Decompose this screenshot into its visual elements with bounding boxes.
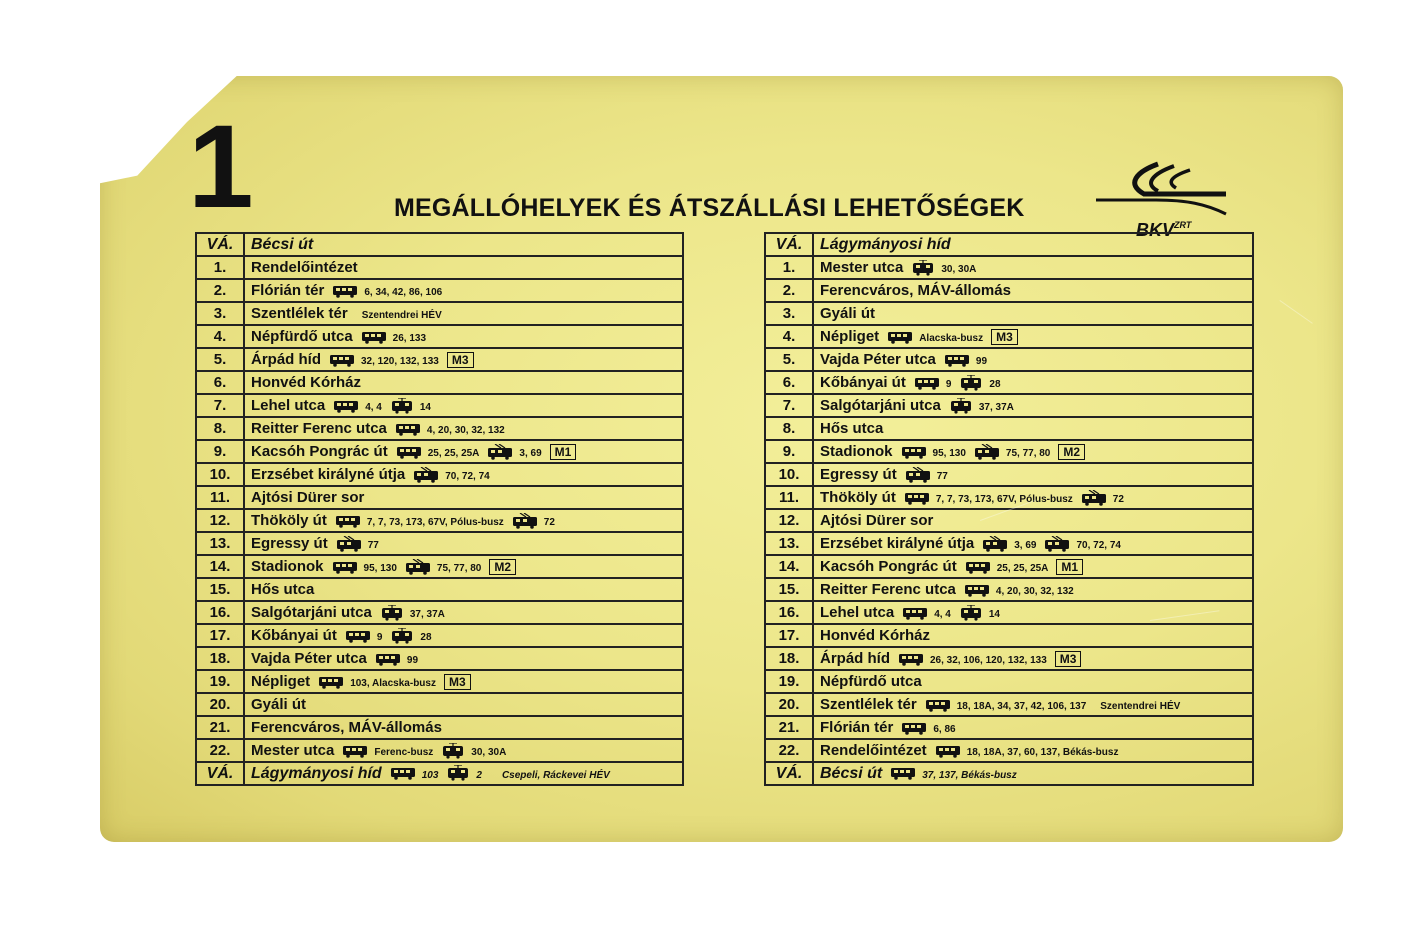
troll-lines: 77: [367, 539, 379, 551]
stop-row: [196, 693, 683, 716]
stop-row: [196, 325, 683, 348]
stop-cell: [244, 509, 683, 532]
stop-number: 9.: [196, 440, 244, 463]
tram-icon: [446, 765, 470, 781]
stop-number: 10.: [765, 463, 813, 486]
bus-icon: [335, 514, 361, 528]
bus-icon: [964, 583, 990, 597]
tram-lines: 30, 30A: [941, 263, 977, 275]
stop-cell: [244, 486, 683, 509]
stop-number: 12.: [196, 509, 244, 532]
bus-icon: [944, 353, 970, 367]
stop-name: Népliget: [251, 672, 311, 690]
stop-cell: [244, 463, 683, 486]
stop-row: [196, 371, 683, 394]
stop-cell: [813, 486, 1253, 509]
stop-cell: [813, 440, 1253, 463]
stop-name: Flórián tér: [820, 719, 894, 736]
stop-cell: [813, 509, 1253, 532]
stop-number: 15.: [765, 578, 813, 601]
stop-cell: [244, 601, 683, 624]
stop-number: 12.: [765, 509, 813, 532]
stop-cell: [813, 647, 1253, 670]
metro-badge: M2: [489, 559, 516, 575]
stop-cell: [813, 417, 1253, 440]
metro-badge: M3: [991, 329, 1018, 345]
stop-number: 9.: [765, 440, 813, 463]
stop-cell: [244, 302, 683, 325]
metro-badge: M3: [447, 352, 474, 368]
stop-row: [765, 739, 1253, 762]
trolleybus-icon: [487, 444, 513, 460]
bus-icon: [333, 399, 359, 413]
metro-badge: M1: [550, 444, 577, 460]
bus-lines: 6, 34, 42, 86, 106: [364, 287, 443, 298]
stop-cell: [244, 325, 683, 348]
bus-lines: 25, 25, 25A: [427, 447, 480, 459]
stop-row: [765, 325, 1253, 348]
stop-name: Flórián tér: [251, 282, 325, 299]
bus-icon: [332, 284, 358, 298]
stop-number: 13.: [196, 532, 244, 555]
tram-lines: 14: [419, 401, 431, 413]
stop-row: [196, 486, 683, 509]
stop-number: 5.: [765, 348, 813, 371]
stop-number: 3.: [765, 302, 813, 325]
stop-cell: [244, 440, 683, 463]
stop-cell: [813, 601, 1253, 624]
bus-lines: 99: [406, 655, 419, 666]
sign-title: MEGÁLLÓHELYEK ÉS ÁTSZÁLLÁSI LEHETŐSÉGEK: [394, 194, 1025, 222]
stop-row: [196, 670, 683, 693]
stop-number: 13.: [765, 532, 813, 555]
trolleybus-icon: [336, 536, 362, 552]
stop-number: 1.: [765, 256, 813, 279]
tram-lines: 2: [476, 769, 482, 781]
stop-row: [196, 509, 683, 532]
stop-number: 17.: [196, 624, 244, 647]
stop-row: [765, 578, 1253, 601]
bus-icon: [342, 744, 368, 758]
stop-name: Szentlélek tér: [251, 305, 348, 322]
footer-cell: [244, 762, 683, 785]
stop-cell: [244, 394, 683, 417]
stop-row: [196, 440, 683, 463]
bus-icon: [329, 353, 355, 367]
stop-name: Salgótarjáni utca: [820, 396, 941, 414]
route-number: 1: [188, 101, 254, 233]
stop-number: 2.: [196, 279, 244, 302]
trolleybus-icon: [413, 467, 439, 483]
stop-number: 8.: [196, 417, 244, 440]
stop-cell: [244, 693, 683, 716]
bus-icon: [965, 560, 991, 574]
stop-cell: [244, 670, 683, 693]
header-terminus: Bécsi út: [244, 233, 683, 256]
stop-name: Vajda Péter utca: [820, 351, 936, 368]
logo-suffix: ZRT: [1174, 220, 1192, 230]
stop-name: Egressy út: [251, 534, 328, 552]
stop-name: Kőbányai út: [251, 626, 337, 644]
bus-icon: [901, 721, 927, 735]
stop-name: Ajtósi Dürer sor: [251, 489, 365, 506]
stop-cell: [244, 256, 683, 279]
stop-row: [765, 440, 1253, 463]
stop-number: 14.: [765, 555, 813, 578]
stop-name: Árpád híd: [251, 350, 321, 368]
stop-row: [765, 463, 1253, 486]
stops-table-outbound: [195, 232, 684, 786]
stop-row: [196, 647, 683, 670]
stop-cell: [813, 624, 1253, 647]
bus-icon: [935, 744, 961, 758]
bus-icon: [345, 629, 371, 643]
bus-icon: [898, 652, 924, 666]
stop-name: Honvéd Kórház: [251, 374, 362, 391]
stop-name: Reitter Ferenc utca: [820, 581, 956, 598]
stop-name: Ferencváros, MÁV-állomás: [820, 282, 1011, 299]
bus-lines: 26, 32, 106, 120, 132, 133: [930, 654, 1047, 666]
stop-row: [196, 532, 683, 555]
bus-lines: 4, 20, 30, 32, 132: [426, 425, 505, 436]
rail-note: Csepeli, Ráckevei HÉV: [501, 769, 610, 781]
metro-badge: M1: [1056, 559, 1083, 575]
stop-row: [196, 348, 683, 371]
tram-icon: [949, 398, 973, 414]
stop-row: [765, 670, 1253, 693]
stop-number: 2.: [765, 279, 813, 302]
stop-row: [765, 348, 1253, 371]
stop-number: 18.: [196, 647, 244, 670]
stop-cell: [244, 624, 683, 647]
stop-number: 22.: [196, 739, 244, 762]
bus-icon: [904, 491, 930, 505]
stop-number: 16.: [196, 601, 244, 624]
table-footer-row: [196, 762, 683, 785]
stop-number: 7.: [765, 394, 813, 417]
bus-lines: 26, 133: [392, 333, 427, 344]
stop-number: 17.: [765, 624, 813, 647]
bus-lines: Ferenc-busz: [374, 746, 434, 758]
bus-icon: [902, 606, 928, 620]
bus-lines: 103: [421, 769, 439, 781]
bus-lines: 9: [376, 631, 383, 643]
bus-lines: 95, 130: [932, 447, 966, 459]
stop-row: [765, 256, 1253, 279]
stop-cell: [244, 348, 683, 371]
stop-number: 15.: [196, 578, 244, 601]
stop-name: Stadionok: [820, 442, 893, 460]
trolleybus-icon: [905, 467, 931, 483]
stop-cell: [813, 394, 1253, 417]
bus-lines: 18, 18A, 34, 37, 42, 106, 137: [956, 701, 1087, 712]
stop-cell: [813, 279, 1253, 302]
bus-lines: 103, Alacska-busz: [350, 677, 436, 689]
bus-lines: 4, 4: [365, 401, 382, 413]
stop-number: 7.: [196, 394, 244, 417]
stop-name: Hős utca: [251, 581, 315, 598]
stop-name: Stadionok: [251, 557, 324, 575]
troll-lines: 70, 72, 74: [445, 470, 490, 482]
stop-name: Népfürdő utca: [820, 673, 922, 690]
stop-number: 5.: [196, 348, 244, 371]
stop-name: Rendelőintézet: [251, 259, 358, 276]
table-header-row: [765, 233, 1253, 256]
stop-cell: [813, 256, 1253, 279]
troll-lines: 77: [936, 470, 948, 482]
stop-cell: [244, 739, 683, 762]
stop-name: Árpád híd: [820, 649, 890, 667]
stop-name: Ajtósi Dürer sor: [820, 512, 934, 529]
bkv-logo-icon: [1096, 160, 1236, 220]
trolleybus-icon: [512, 513, 538, 529]
bus-icon: [375, 652, 401, 666]
stop-row: [765, 486, 1253, 509]
stop-name: Erzsébet királyné útja: [251, 465, 406, 483]
stop-cell: [813, 555, 1253, 578]
stop-name: Gyáli út: [820, 305, 876, 322]
stop-cell: [813, 693, 1253, 716]
stop-number: 19.: [196, 670, 244, 693]
bus-icon: [361, 330, 387, 344]
stop-name: Lehel utca: [820, 603, 895, 621]
tram-icon: [380, 605, 404, 621]
bus-icon: [318, 675, 344, 689]
stop-cell: [244, 578, 683, 601]
tram-lines: 28: [420, 631, 432, 643]
bus-lines: 18, 18A, 37, 60, 137, Békás-busz: [966, 747, 1119, 758]
stop-row: [196, 555, 683, 578]
stop-name: Kacsóh Pongrác út: [251, 442, 388, 460]
bus-icon: [914, 376, 940, 390]
bus-lines: 95, 130: [363, 562, 397, 574]
troll-lines: 72: [1112, 493, 1124, 505]
trolleybus-icon: [1044, 536, 1070, 552]
tram-lines: 14: [988, 608, 1000, 620]
stop-cell: [244, 647, 683, 670]
footer-cell: [813, 762, 1253, 785]
troll-lines: 70, 72, 74: [1076, 539, 1121, 551]
bus-icon: [901, 445, 927, 459]
metro-badge: M3: [444, 674, 471, 690]
tram-icon: [390, 398, 414, 414]
stop-row: [196, 716, 683, 739]
tram-icon: [959, 605, 983, 621]
stop-name: Thököly út: [251, 511, 327, 529]
stop-number: 21.: [765, 716, 813, 739]
stop-row: [765, 624, 1253, 647]
stop-row: [765, 693, 1253, 716]
tram-lines: 37, 37A: [978, 401, 1014, 413]
stop-name: Népfürdő utca: [251, 328, 353, 345]
troll-lines: 72: [543, 516, 555, 528]
stop-number: 20.: [196, 693, 244, 716]
stop-number: 11.: [765, 486, 813, 509]
tram-icon: [390, 628, 414, 644]
bus-icon: [332, 560, 358, 574]
bus-icon: [396, 445, 422, 459]
stop-row: [196, 302, 683, 325]
stop-name: Lehel utca: [251, 396, 326, 414]
stop-name: Szentlélek tér: [820, 696, 917, 713]
stop-row: [765, 394, 1253, 417]
bus-icon: [390, 766, 416, 780]
stop-number: 6.: [765, 371, 813, 394]
trolleybus-icon: [982, 536, 1008, 552]
stop-number: 6.: [196, 371, 244, 394]
stop-name: Hős utca: [820, 420, 884, 437]
stop-row: [196, 463, 683, 486]
stop-cell: [813, 371, 1253, 394]
header-va: VÁ.: [765, 233, 813, 256]
bus-lines: 37, 137, Békás-busz: [922, 769, 1017, 781]
tram-lines: 37, 37A: [409, 608, 445, 620]
stop-row: [196, 256, 683, 279]
footer-terminus: Lágymányosi híd: [251, 764, 382, 782]
stop-cell: [244, 555, 683, 578]
stop-name: Kacsóh Pongrác út: [820, 557, 957, 575]
logo-text: BKV: [1136, 220, 1175, 240]
table-header-row: [196, 233, 683, 256]
stop-name: Kőbányai út: [820, 373, 906, 391]
table-footer-row: [765, 762, 1253, 785]
stop-name: Honvéd Kórház: [820, 627, 931, 644]
footer-terminus: Bécsi út: [820, 764, 883, 782]
bus-lines: 99: [975, 356, 988, 367]
metro-badge: M2: [1058, 444, 1085, 460]
trolleybus-icon: [1081, 490, 1107, 506]
stop-number: 21.: [196, 716, 244, 739]
stop-cell: [244, 417, 683, 440]
header-terminus: Lágymányosi híd: [813, 233, 1253, 256]
stop-cell: [813, 670, 1253, 693]
stop-row: [765, 302, 1253, 325]
tram-lines: 28: [989, 378, 1001, 390]
bus-lines: 32, 120, 132, 133: [361, 355, 439, 367]
trolleybus-icon: [974, 444, 1000, 460]
stop-name: Gyáli út: [251, 696, 307, 713]
stop-cell: [813, 739, 1253, 762]
troll-lines: 3, 69: [1014, 539, 1037, 551]
tram-icon: [441, 743, 465, 759]
bus-icon: [395, 422, 421, 436]
stop-row: [765, 601, 1253, 624]
bus-lines: 25, 25, 25A: [996, 562, 1049, 574]
stop-cell: [813, 578, 1253, 601]
stop-row: [765, 716, 1253, 739]
stop-cell: [244, 371, 683, 394]
stop-row: [196, 417, 683, 440]
stop-cell: [813, 716, 1253, 739]
stop-name: Mester utca: [251, 741, 335, 759]
stop-number: 19.: [765, 670, 813, 693]
stop-row: [196, 739, 683, 762]
stop-number: 18.: [765, 647, 813, 670]
stop-cell: [813, 325, 1253, 348]
stop-row: [196, 279, 683, 302]
stop-row: [196, 394, 683, 417]
stop-number: 14.: [196, 555, 244, 578]
bus-lines: Alacska-busz: [919, 332, 984, 344]
stop-row: [765, 279, 1253, 302]
stop-name: Vajda Péter utca: [251, 650, 367, 667]
troll-lines: 75, 77, 80: [436, 562, 482, 574]
header-va: VÁ.: [196, 233, 244, 256]
stop-row: [765, 371, 1253, 394]
stop-cell: [813, 302, 1253, 325]
metro-badge: M3: [1055, 651, 1082, 667]
stop-name: Mester utca: [820, 258, 904, 276]
stop-number: 8.: [765, 417, 813, 440]
stop-name: Thököly út: [820, 488, 896, 506]
trolleybus-icon: [405, 559, 431, 575]
stop-number: 10.: [196, 463, 244, 486]
stop-row: [765, 417, 1253, 440]
stop-number: 4.: [196, 325, 244, 348]
stop-number: 1.: [196, 256, 244, 279]
bus-lines: 7, 7, 73, 173, 67V, Pólus-busz: [366, 516, 504, 528]
stop-row: [765, 555, 1253, 578]
tram-lines: 30, 30A: [471, 746, 507, 758]
stop-number: 3.: [196, 302, 244, 325]
stop-name: Népliget: [820, 327, 880, 345]
rail-note: Szentendrei HÉV: [361, 310, 442, 321]
stop-row: [765, 509, 1253, 532]
stop-cell: [813, 348, 1253, 371]
stop-cell: [244, 279, 683, 302]
stop-number: 11.: [196, 486, 244, 509]
bus-lines: 4, 20, 30, 32, 132: [995, 586, 1074, 597]
bus-icon: [925, 698, 951, 712]
bus-lines: 4, 4: [934, 608, 951, 620]
stop-name: Egressy út: [820, 465, 897, 483]
stop-row: [765, 532, 1253, 555]
troll-lines: 75, 77, 80: [1005, 447, 1051, 459]
bus-icon: [887, 330, 913, 344]
bus-lines: 7, 7, 73, 173, 67V, Pólus-busz: [935, 493, 1073, 505]
stop-row: [196, 624, 683, 647]
stop-row: [196, 601, 683, 624]
troll-lines: 3, 69: [519, 447, 542, 459]
stop-name: Ferencváros, MÁV-állomás: [251, 719, 442, 736]
rail-note: Szentendrei HÉV: [1100, 701, 1181, 712]
stop-number: 4.: [765, 325, 813, 348]
tram-icon: [959, 375, 983, 391]
stop-cell: [244, 716, 683, 739]
stop-name: Salgótarjáni utca: [251, 603, 372, 621]
bus-lines: 9: [945, 378, 952, 390]
stop-cell: [813, 532, 1253, 555]
stop-name: Reitter Ferenc utca: [251, 420, 387, 437]
stop-number: 16.: [765, 601, 813, 624]
stop-row: [196, 578, 683, 601]
stop-number: 20.: [765, 693, 813, 716]
stop-cell: [244, 532, 683, 555]
tram-icon: [911, 260, 935, 276]
stop-name: Erzsébet királyné útja: [820, 534, 975, 552]
bus-lines: 6, 86: [933, 724, 956, 735]
stop-cell: [813, 463, 1253, 486]
stop-number: 22.: [765, 739, 813, 762]
footer-va: VÁ.: [765, 762, 813, 785]
footer-va: VÁ.: [196, 762, 244, 785]
bus-icon: [890, 766, 916, 780]
stop-row: [765, 647, 1253, 670]
stop-name: Rendelőintézet: [820, 742, 927, 759]
